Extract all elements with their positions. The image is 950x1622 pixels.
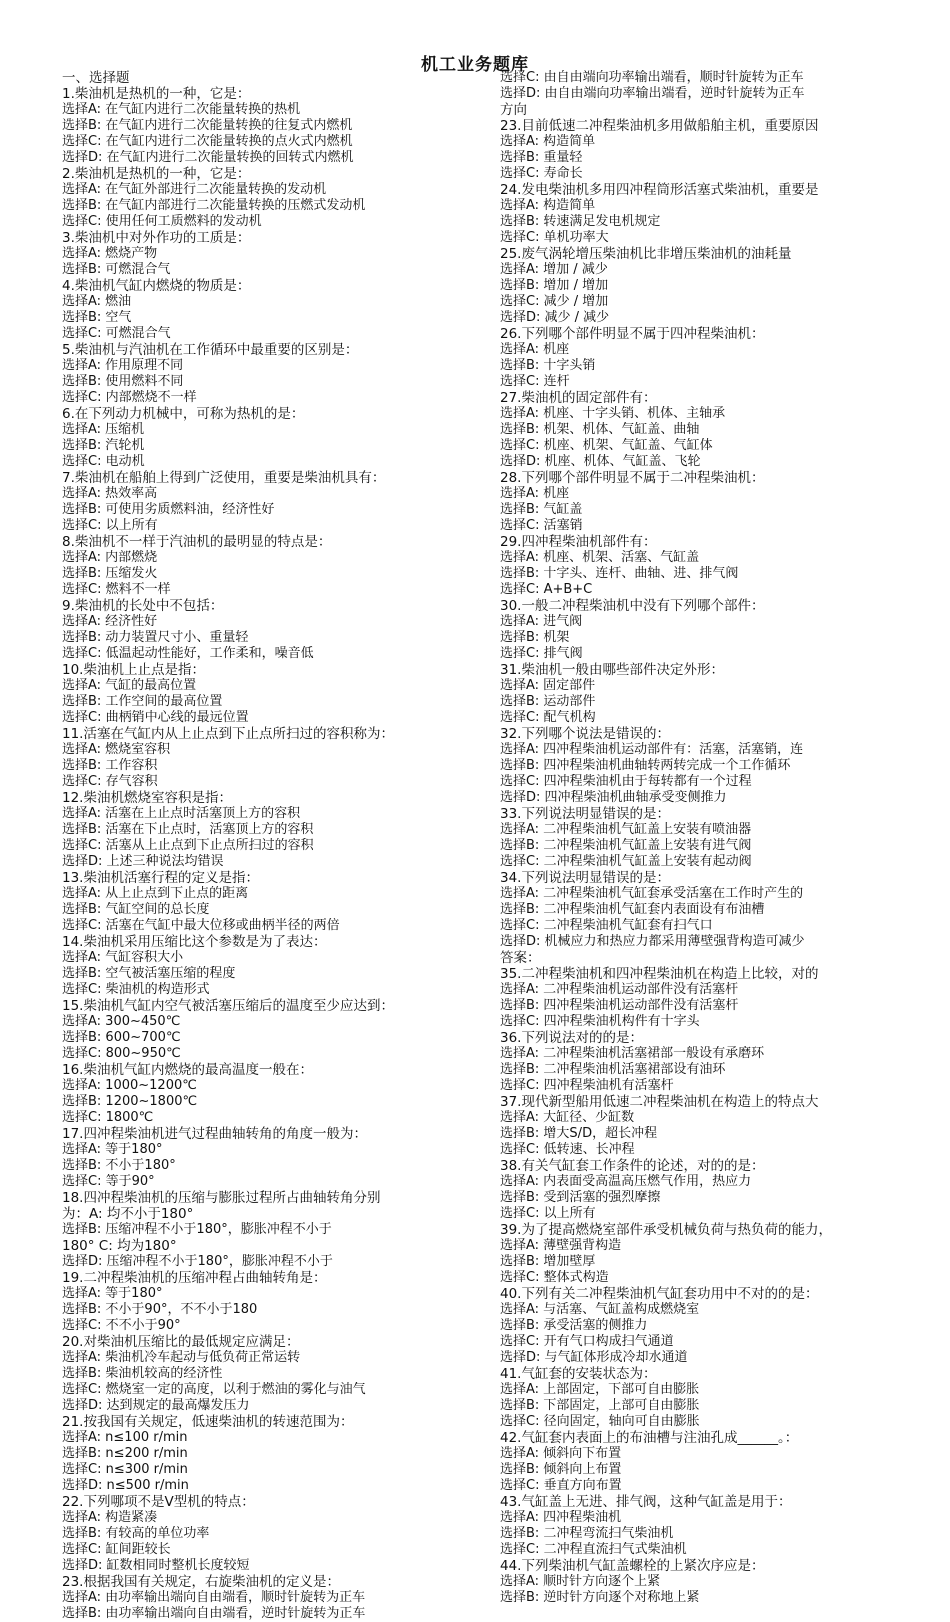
option-line: 选择D: 缸数相同时整机长度较短 <box>62 1558 250 1573</box>
option-line: 选择A: 二冲程柴油机运动部件没有活塞杆 <box>500 982 739 997</box>
option-line: 选择D: 由自由端向功率输出端看，逆时针旋转为正车 <box>500 86 805 101</box>
option-line: 选择B: 增加 / 增加 <box>500 278 609 293</box>
option-line: 选择B: 活塞在下止点时，活塞顶上方的容积 <box>62 822 314 837</box>
option-line: 选择B: 由功率输出端向自由端看，逆时针旋转为正车 <box>62 1606 366 1621</box>
option-line: 选择B: 在气缸内部进行二次能量转换的压燃式发动机 <box>62 198 366 213</box>
question-line: 21.按我国有关规定，低速柴油机的转速范围为： <box>62 1414 354 1430</box>
question-line: 方向 <box>500 102 527 118</box>
question-line: 答案： <box>500 950 541 966</box>
option-line: 选择A: 倾斜向下布置 <box>500 1446 622 1461</box>
option-line: 选择A: 等于180° <box>62 1142 163 1157</box>
option-line: 选择C: 存气容积 <box>62 774 158 789</box>
option-line: 选择C: 四冲程柴油机由于每转都有一个过程 <box>500 774 752 789</box>
option-line: 选择A: 机座、十字头销、机体、主轴承 <box>500 406 726 421</box>
option-line: 选择A: 进气阀 <box>500 614 583 629</box>
question-line: 40.下列有关二冲程柴油机气缸套功用中不对的的是： <box>500 1286 819 1302</box>
question-line: 26.下列哪个部件明显不属于四冲程柴油机： <box>500 326 765 342</box>
option-line: 选择D: 机械应力和热应力都采用薄壁强背构造可减少 <box>500 934 805 949</box>
option-line: 选择C: 使用任何工质燃料的发动机 <box>62 214 262 229</box>
question-line: 32.下列哪个说法是错误的： <box>500 726 670 742</box>
option-line: 选择A: 气缸的最高位置 <box>62 678 197 693</box>
option-line: 选择D: 四冲程柴油机曲轴承受变侧推力 <box>500 790 727 805</box>
question-line: 8.柴油机不一样于汽油机的最明显的特点是： <box>62 534 332 550</box>
option-line: 选择B: 使用燃料不同 <box>62 374 184 389</box>
question-line: 12.柴油机燃烧室容积是指： <box>62 790 232 806</box>
option-line: 选择B: 下部固定，上部可自由膨胀 <box>500 1398 700 1413</box>
option-line: 选择C: 四冲程柴油机有活塞杆 <box>500 1078 674 1093</box>
option-line: 选择B: 压缩冲程不小于180°，膨胀冲程不小于 <box>62 1222 332 1237</box>
question-line: 44.下列柴油机气缸盖螺栓的上紧次序应是： <box>500 1558 765 1574</box>
option-line: 选择D: 压缩冲程不小于180°，膨胀冲程不小于 <box>62 1254 333 1269</box>
option-line: 选择B: 重量轻 <box>500 150 583 165</box>
option-line: 选择C: 配气机构 <box>500 710 596 725</box>
option-line: 选择B: 动力装置尺寸小、重量轻 <box>62 630 249 645</box>
option-line: 选择B: 在气缸内进行二次能量转换的往复式内燃机 <box>62 118 353 133</box>
option-line: 选择C: 在气缸内进行二次能量转换的点火式内燃机 <box>62 134 353 149</box>
option-line: 选择B: 十字头销 <box>500 358 596 373</box>
option-line: 选择B: 机架 <box>500 630 570 645</box>
question-line: 29.四冲程柴油机部件有： <box>500 534 657 550</box>
option-line: 选择D: 在气缸内进行二次能量转换的回转式内燃机 <box>62 150 354 165</box>
option-line: 选择C: 低转速、长冲程 <box>500 1142 635 1157</box>
option-line: 选择A: 热效率高 <box>62 486 158 501</box>
option-line: 选择B: 1200~1800℃ <box>62 1094 198 1109</box>
question-line: 43.气缸盖上无进、排气阀，这种气缸盖是用于： <box>500 1494 792 1510</box>
option-line: 选择B: 运动部件 <box>500 694 596 709</box>
option-line: 选择C: 活塞从上止点到下止点所扫过的容积 <box>62 838 314 853</box>
question-line: 180° C: 均为180° <box>62 1238 177 1254</box>
option-line: 选择A: 二冲程柴油机气缸盖上安装有喷油器 <box>500 822 752 837</box>
option-line: 选择A: 上部固定，下部可自由膨胀 <box>500 1382 700 1397</box>
option-line: 选择A: 机座 <box>500 342 570 357</box>
option-line: 选择A: 固定部件 <box>500 678 596 693</box>
question-line: 4.柴油机气缸内燃烧的物质是： <box>62 278 251 294</box>
option-line: 选择C: A+B+C <box>500 582 593 597</box>
option-line: 选择C: 以上所有 <box>500 1206 596 1221</box>
option-line: 选择D: 机座、机体、气缸盖、飞轮 <box>500 454 701 469</box>
option-line: 选择B: 空气 <box>62 310 132 325</box>
option-line: 选择C: 二冲程直流扫气式柴油机 <box>500 1542 687 1557</box>
option-line: 选择C: 寿命长 <box>500 166 583 181</box>
question-line: 1.柴油机是热机的一种，它是： <box>62 86 251 102</box>
question-line: 28.下列哪个部件明显不属于二冲程柴油机： <box>500 470 765 486</box>
question-line: 5.柴油机与汽油机在工作循环中最重要的区别是： <box>62 342 359 358</box>
option-line: 选择D: 减少 / 减少 <box>500 310 610 325</box>
option-line: 选择C: 活塞销 <box>500 518 583 533</box>
option-line: 选择A: 燃烧室容积 <box>62 742 171 757</box>
question-line: 19.二冲程柴油机的压缩冲程占曲轴转角是： <box>62 1270 327 1286</box>
option-line: 选择B: 增大S/D，超长冲程 <box>500 1126 658 1141</box>
option-line: 选择C: 曲柄销中心线的最远位置 <box>62 710 249 725</box>
question-line: 35.二冲程柴油机和四冲程柴油机在构造上比较，对的 <box>500 966 819 982</box>
option-line: 选择C: 电动机 <box>62 454 145 469</box>
option-line: 选择A: 在气缸外部进行二次能量转换的发动机 <box>62 182 327 197</box>
option-line: 选择A: 四冲程柴油机运动部件有：活塞，活塞销，连 <box>500 742 804 757</box>
question-line: 23.目前低速二冲程柴油机多用做船舶主机，重要原因 <box>500 118 819 134</box>
option-line: 选择C: 减少 / 增加 <box>500 294 609 309</box>
question-line: 15.柴油机气缸内空气被活塞压缩后的温度至少应达到： <box>62 998 394 1014</box>
option-line: 选择A: 燃油 <box>62 294 132 309</box>
option-line: 选择B: 不小于90°，不不小于180 <box>62 1302 258 1317</box>
option-line: 选择B: 可使用劣质燃料油，经济性好 <box>62 502 275 517</box>
option-line: 选择C: 单机功率大 <box>500 230 609 245</box>
option-line: 选择C: 缸间距较长 <box>62 1542 171 1557</box>
option-line: 选择A: 大缸径、少缸数 <box>500 1110 635 1125</box>
option-line: 选择A: 构造简单 <box>500 198 596 213</box>
option-line: 选择C: 排气阀 <box>500 646 583 661</box>
option-line: 选择A: 薄壁强背构造 <box>500 1238 622 1253</box>
question-line: 34.下列说法明显错误的是： <box>500 870 670 886</box>
question-line: 38.有关气缸套工作条件的论述，对的的是： <box>500 1158 765 1174</box>
option-line: 选择C: n≤300 r/min <box>62 1462 188 1477</box>
option-line: 选择C: 低温起动性能好，工作柔和，噪音低 <box>62 646 314 661</box>
option-line: 选择A: 等于180° <box>62 1286 163 1301</box>
option-line: 选择B: 柴油机较高的经济性 <box>62 1366 223 1381</box>
option-line: 选择A: 压缩机 <box>62 422 145 437</box>
question-line: 42.气缸套内表面上的布油槽与注油孔成______。： <box>500 1430 799 1446</box>
question-line: 7.柴油机在船舶上得到广泛使用，重要是柴油机具有： <box>62 470 386 486</box>
option-line: 选择D: 上述三种说法均错误 <box>62 854 224 869</box>
option-line: 选择B: 空气被活塞压缩的程度 <box>62 966 236 981</box>
option-line: 选择A: n≤100 r/min <box>62 1430 188 1445</box>
option-line: 选择C: 由自由端向功率输出端看，顺时针旋转为正车 <box>500 70 804 85</box>
option-line: 选择C: 活塞在气缸中最大位移或曲柄半径的两倍 <box>62 918 340 933</box>
option-line: 选择C: 连杆 <box>500 374 570 389</box>
question-line: 6.在下列动力机械中，可称为热机的是： <box>62 406 305 422</box>
question-line: 13.柴油机活塞行程的定义是指： <box>62 870 259 886</box>
option-line: 选择B: n≤200 r/min <box>62 1446 188 1461</box>
option-line: 选择C: 垂直方向布置 <box>500 1478 622 1493</box>
option-line: 选择C: 二冲程柴油机气缸盖上安装有起动阀 <box>500 854 752 869</box>
option-line: 选择C: 不不小于90° <box>62 1318 181 1333</box>
option-line: 选择C: 内部燃烧不一样 <box>62 390 197 405</box>
question-line: 16.柴油机气缸内燃烧的最高温度一般在： <box>62 1062 313 1078</box>
question-line: 为：A: 均不小于180° <box>62 1206 194 1222</box>
option-line: 选择B: 工作空间的最高位置 <box>62 694 223 709</box>
option-line: 选择C: 柴油机的构造形式 <box>62 982 210 997</box>
option-line: 选择C: 径向固定，轴向可自由膨胀 <box>500 1414 700 1429</box>
option-line: 选择A: 1000~1200℃ <box>62 1078 197 1093</box>
question-line: 41.气缸套的安装状态为： <box>500 1366 657 1382</box>
question-line: 20.对柴油机压缩比的最低规定应满足： <box>62 1334 300 1350</box>
option-line: 选择B: 汽轮机 <box>62 438 145 453</box>
question-line: 11.活塞在气缸内从上止点到下止点所扫过的容积称为： <box>62 726 394 742</box>
question-line: 27.柴油机的固定部件有： <box>500 390 657 406</box>
question-line: 17.四冲程柴油机进气过程曲轴转角的角度一般为： <box>62 1126 367 1142</box>
option-line: 选择C: 800~950℃ <box>62 1046 181 1061</box>
option-line: 选择B: 二冲程弯流扫气柴油机 <box>500 1526 674 1541</box>
option-line: 选择A: 在气缸内进行二次能量转换的热机 <box>62 102 301 117</box>
option-line: 选择A: 柴油机冷车起动与低负荷正常运转 <box>62 1350 301 1365</box>
question-line: 33.下列说法明显错误的是： <box>500 806 670 822</box>
option-line: 选择B: 压缩发火 <box>62 566 158 581</box>
option-line: 选择C: 二冲程柴油机气缸套有扫气口 <box>500 918 713 933</box>
left-column <box>62 70 472 1622</box>
option-line: 选择B: 增加壁厚 <box>500 1254 596 1269</box>
option-line: 选择A: 活塞在上止点时活塞顶上方的容积 <box>62 806 301 821</box>
option-line: 选择A: 与活塞、气缸盖构成燃烧室 <box>500 1302 700 1317</box>
question-line: 3.柴油机中对外作功的工质是： <box>62 230 251 246</box>
option-line: 选择A: 四冲程柴油机 <box>500 1510 622 1525</box>
option-line: 选择C: 四冲程柴油机构件有十字头 <box>500 1014 700 1029</box>
option-line: 选择B: 四冲程柴油机运动部件没有活塞杆 <box>500 998 739 1013</box>
question-line: 14.柴油机采用压缩比这个参数是为了表达： <box>62 934 327 950</box>
question-line: 一、选择题 <box>62 70 130 86</box>
option-line: 选择A: 构造简单 <box>500 134 596 149</box>
question-line: 18.四冲程柴油机的压缩与膨胀过程所占曲轴转角分别 <box>62 1190 381 1206</box>
option-line: 选择C: 机座、机架、气缸盖、气缸体 <box>500 438 713 453</box>
question-line: 36.下列说法对的的是： <box>500 1030 643 1046</box>
question-line: 37.现代新型船用低速二冲程柴油机在构造上的特点大 <box>500 1094 819 1110</box>
option-line: 选择A: 内表面受高温高压燃气作用，热应力 <box>500 1174 752 1189</box>
option-line: 选择A: 机座、机架、活塞、气缸盖 <box>500 550 700 565</box>
option-line: 选择A: 从上止点到下止点的距离 <box>62 886 249 901</box>
option-line: 选择B: 转速满足发电机规定 <box>500 214 661 229</box>
option-line: 选择A: 顺时针方向逐个上紧 <box>500 1574 661 1589</box>
option-line: 选择B: 二冲程柴油机气缸套内表面设有布油槽 <box>500 902 765 917</box>
option-line: 选择B: 十字头、连杆、曲轴、进、排气阀 <box>500 566 739 581</box>
option-line: 选择C: 可燃混合气 <box>62 326 171 341</box>
option-line: 选择A: 气缸容积大小 <box>62 950 184 965</box>
question-line: 31.柴油机一般由哪些部件决定外形： <box>500 662 724 678</box>
question-line: 25.废气涡轮增压柴油机比非增压柴油机的油耗量 <box>500 246 792 262</box>
option-line: 选择B: 承受活塞的侧推力 <box>500 1318 648 1333</box>
option-line: 选择B: 600~700℃ <box>62 1030 181 1045</box>
option-line: 选择B: 受到活塞的强烈摩擦 <box>500 1190 661 1205</box>
option-line: 选择A: 构造紧凑 <box>62 1510 158 1525</box>
option-line: 选择B: 气缸盖 <box>500 502 583 517</box>
option-line: 选择A: 作用原理不同 <box>62 358 184 373</box>
option-line: 选择A: 二冲程柴油机气缸套承受活塞在工作时产生的 <box>500 886 804 901</box>
option-line: 选择B: 四冲程柴油机曲轴转两转完成一个工作循环 <box>500 758 791 773</box>
question-line: 10.柴油机上止点是指： <box>62 662 205 678</box>
option-line: 选择C: 开有气口构成扫气通道 <box>500 1334 674 1349</box>
option-line: 选择A: 二冲程柴油机活塞裙部一般设有承磨环 <box>500 1046 765 1061</box>
option-line: 选择B: 工作容积 <box>62 758 158 773</box>
option-line: 选择C: 以上所有 <box>62 518 158 533</box>
question-line: 23.根据我国有关规定，右旋柴油机的定义是： <box>62 1574 340 1590</box>
question-line: 30.一般二冲程柴油机中没有下列哪个部件： <box>500 598 765 614</box>
option-line: 选择B: 逆时针方向逐个对称地上紧 <box>500 1590 700 1605</box>
option-line: 选择D: n≤500 r/min <box>62 1478 189 1493</box>
option-line: 选择A: 由功率输出端向自由端看，顺时针旋转为正车 <box>62 1590 366 1605</box>
option-line: 选择C: 燃烧室一定的高度，以利于燃油的雾化与油气 <box>62 1382 366 1397</box>
option-line: 选择C: 1800℃ <box>62 1110 154 1125</box>
option-line: 选择A: 机座 <box>500 486 570 501</box>
option-line: 选择D: 与气缸体形成冷却水通道 <box>500 1350 688 1365</box>
question-line: 2.柴油机是热机的一种，它是： <box>62 166 251 182</box>
option-line: 选择B: 机架、机体、气缸盖、曲轴 <box>500 422 700 437</box>
option-line: 选择A: 增加 / 减少 <box>500 262 608 277</box>
option-line: 选择B: 二冲程柴油机活塞裙部设有油环 <box>500 1062 726 1077</box>
option-line: 选择A: 内部燃烧 <box>62 550 158 565</box>
option-line: 选择A: 燃烧产物 <box>62 246 158 261</box>
question-line: 22.下列哪项不是V型机的特点： <box>62 1494 255 1510</box>
option-line: 选择B: 可燃混合气 <box>62 262 171 277</box>
option-line: 选择C: 燃料不一样 <box>62 582 171 597</box>
option-line: 选择C: 整体式构造 <box>500 1270 609 1285</box>
option-line: 选择B: 二冲程柴油机气缸盖上安装有进气阀 <box>500 838 752 853</box>
option-line: 选择B: 有较高的单位功率 <box>62 1526 210 1541</box>
option-line: 选择B: 气缸空间的总长度 <box>62 902 210 917</box>
question-line: 39.为了提高燃烧室部件承受机械负荷与热负荷的能力， <box>500 1222 832 1238</box>
option-line: 选择A: 经济性好 <box>62 614 158 629</box>
option-line: 选择C: 等于90° <box>62 1174 155 1189</box>
option-line: 选择B: 不小于180° <box>62 1158 176 1173</box>
option-line: 选择B: 倾斜向上布置 <box>500 1462 622 1477</box>
question-line: 9.柴油机的长处中不包括： <box>62 598 224 614</box>
option-line: 选择A: 300~450℃ <box>62 1014 181 1029</box>
question-line: 24.发电柴油机多用四冲程筒形活塞式柴油机，重要是 <box>500 182 819 198</box>
page-title: 机工业务题库 <box>421 55 529 75</box>
right-column <box>500 70 910 1606</box>
option-line: 选择D: 达到规定的最高爆发压力 <box>62 1398 250 1413</box>
